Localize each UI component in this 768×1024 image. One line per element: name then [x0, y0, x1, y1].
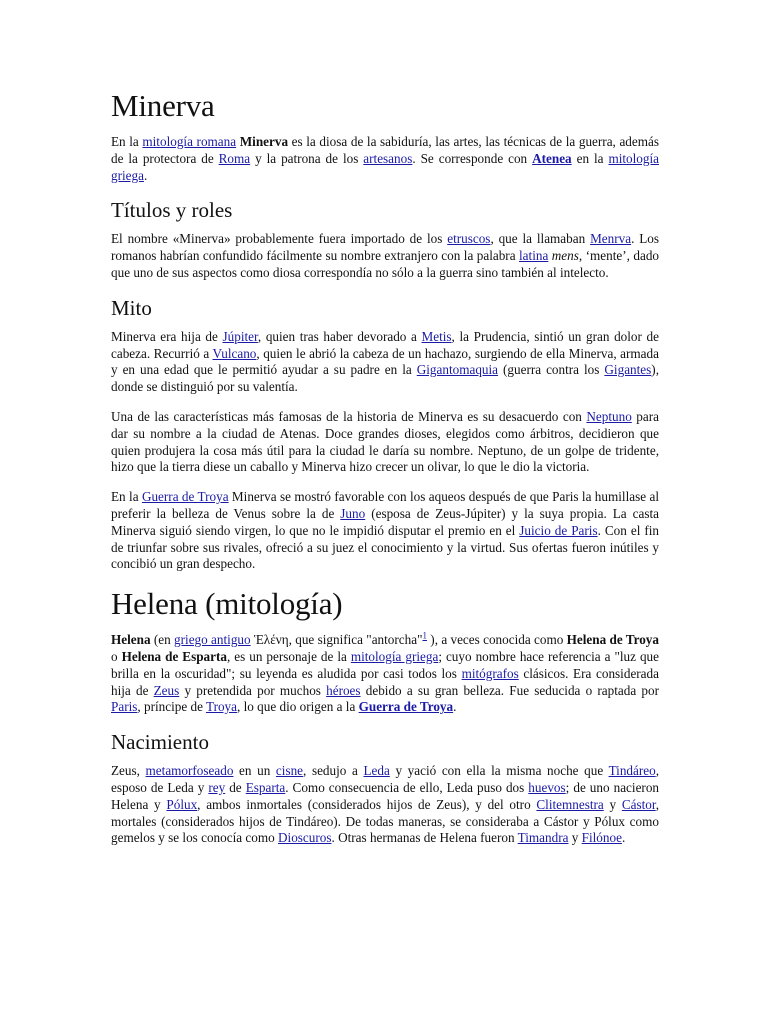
- text-run: Zeus,: [111, 763, 146, 779]
- bold-term: Helena de Troya: [566, 632, 659, 648]
- text-run: (esposa de Zeus-Júpiter) y la suya propia. La casta Minerva siguió siendo virgen, lo que no le impidió disputar el premio en el: [111, 505, 659, 538]
- heading-helena: Helena (mitología): [111, 586, 343, 622]
- bold-term: Helena: [111, 632, 151, 648]
- text-run: en un: [233, 763, 276, 779]
- link-mitologia-griega[interactable]: mitología griega: [111, 150, 660, 183]
- link-esparta[interactable]: Esparta: [245, 779, 286, 795]
- text-run: de: [225, 779, 246, 795]
- text-run: , la Prudencia, sintió un gran dolor de cabeza. Recurrió a: [111, 328, 659, 361]
- bold-term: Helena de Esparta: [121, 648, 227, 664]
- text-run: (en: [150, 632, 175, 648]
- paragraph: [111, 231, 659, 281]
- paragraph: [111, 329, 659, 396]
- section-helena: [111, 586, 659, 716]
- link-1[interactable]: 1: [422, 630, 427, 641]
- heading-mito: Mito: [111, 295, 152, 320]
- text-run: (guerra contra los: [498, 362, 605, 378]
- section-titulos-y-roles: [111, 197, 659, 281]
- text-run: .: [143, 167, 148, 183]
- text-run: , es un personaje de la: [226, 648, 351, 664]
- text-run: . Los romanos habrían confundido fácilmente su nombre extranjero con la palabra: [111, 231, 660, 264]
- heading-titulos-y-roles: Títulos y roles: [111, 198, 233, 223]
- link-leda[interactable]: Leda: [363, 763, 390, 779]
- link-mitologia-griega[interactable]: mitología griega: [350, 648, 439, 664]
- paragraph: [111, 409, 659, 476]
- link-griego-antiguo[interactable]: griego antiguo: [174, 632, 251, 648]
- text-run: y pretendida por muchos: [179, 682, 327, 698]
- text-run: . Como consecuencia de ello, Leda puso dos: [285, 779, 529, 795]
- text-run: en la: [571, 150, 609, 166]
- bold-term: Minerva: [239, 134, 289, 149]
- text-run: y yació con ella la misma noche que: [389, 763, 609, 779]
- text-run: Minerva se mostró favorable con los aqueos después de que Paris la humillase al preferir la belleza de Venus sobre la de: [111, 489, 659, 521]
- text-run: y: [603, 796, 622, 812]
- text-run: para dar su nombre a la ciudad de Atenas. Doce grandes dioses, elegidos como árbitros, decidieron que quien produjera la cosa más útil para la ciudad le daría su nombre. Neptuno, de un golpe de tridente, hizo que la tierra diese un caballo y Minerva hizo crecer un olivar, lo que le dio la victoria.: [111, 408, 660, 475]
- text-run: o: [111, 648, 122, 664]
- link-metamorfoseado[interactable]: metamorfoseado: [145, 763, 234, 779]
- text-run: . Se corresponde con: [412, 150, 533, 166]
- link-roma[interactable]: Roma: [218, 150, 251, 166]
- link-tindareo[interactable]: Tindáreo: [608, 763, 656, 779]
- text-run: es la diosa de la sabiduría, las artes, las técnicas de la guerra, además de la protectora de: [111, 134, 659, 166]
- link-metis[interactable]: Metis: [421, 328, 452, 344]
- link-dioscuros[interactable]: Dioscuros: [278, 830, 332, 846]
- link-castor[interactable]: Cástor: [621, 796, 656, 812]
- paragraph: [111, 763, 659, 847]
- text-run: y: [568, 830, 582, 846]
- link-juno[interactable]: Juno: [340, 505, 366, 521]
- link-latina[interactable]: latina: [519, 248, 549, 264]
- text-run: .: [453, 699, 457, 715]
- text-run: , sedujo a: [303, 763, 364, 779]
- link-jupiter[interactable]: Júpiter: [222, 328, 258, 344]
- link-etruscos[interactable]: etruscos: [447, 231, 491, 247]
- text-run: debido a su gran belleza. Fue seducida o raptada por: [360, 682, 659, 698]
- link-mitologia-romana[interactable]: mitología romana: [142, 134, 237, 149]
- link-guerra-de-troya[interactable]: Guerra de Troya: [141, 489, 229, 505]
- heading-minerva: Minerva: [111, 88, 215, 123]
- text-run: , quien le abrió la cabeza de un hachazo, surgiendo de ella Minerva, armada y en una edad que le permitió ayudar a su padre en la: [111, 345, 659, 378]
- text-run: , ambos inmortales (considerados hijos de Zeus), y del otro: [197, 796, 537, 812]
- link-paris[interactable]: Paris: [111, 699, 138, 715]
- paragraph: [111, 134, 659, 184]
- link-rey[interactable]: rey: [208, 779, 226, 795]
- link-mitografos[interactable]: mitógrafos: [461, 665, 519, 681]
- link-cisne[interactable]: cisne: [275, 763, 304, 779]
- paragraph: [111, 489, 659, 573]
- text-run: En la: [111, 489, 142, 505]
- text-run: . Con el fin de triunfar sobre sus rivales, ofreció a su juez el conocimiento y la virtud. Sus ofertas fueron inútiles y concibió un gran despecho.: [111, 522, 660, 572]
- text-run: ), donde se distinguió por su valentía.: [111, 362, 659, 395]
- link-clitemnestra[interactable]: Clitemnestra: [536, 796, 604, 812]
- link-filonoe[interactable]: Filónoe: [581, 830, 622, 846]
- text-run: Ἑλένη, que significa "antorcha": [250, 632, 423, 648]
- heading-nacimiento: Nacimiento: [111, 730, 209, 755]
- text-run: En la: [111, 134, 143, 149]
- link-polux[interactable]: Pólux: [166, 796, 198, 812]
- link-huevos[interactable]: huevos: [528, 779, 566, 795]
- link-timandra[interactable]: Timandra: [517, 830, 569, 846]
- article-content: [111, 88, 659, 860]
- link-artesanos[interactable]: artesanos: [363, 150, 413, 166]
- text-run: El nombre «Minerva» probablemente fuera importado de los: [111, 231, 448, 247]
- text-run: , príncipe de: [137, 699, 206, 715]
- italic-term: mens: [551, 248, 579, 264]
- text-run: ; de uno nacieron Helena y: [111, 779, 660, 812]
- link-gigantomaquia[interactable]: Gigantomaquia: [416, 362, 499, 378]
- link-zeus[interactable]: Zeus: [153, 682, 180, 698]
- text-run: , esposo de Leda y: [111, 763, 659, 795]
- text-run: , ‘mente’, dado que uno de sus aspectos como diosa correspondía no sólo a la guerra sino también al intelecto.: [111, 248, 660, 280]
- text-run: ; cuyo nombre hace referencia a "luz que brilla en la oscuridad"; su leyenda es aludida por casi todos los: [111, 648, 659, 681]
- text-run: , mortales (considerados hijos de Tindáreo). De todas maneras, se consideraba a Cástor y Pólux como gemelos y se los conocía como: [111, 796, 660, 846]
- text-run: , lo que dio origen a la: [237, 699, 359, 715]
- link-atenea[interactable]: Atenea: [532, 150, 572, 166]
- link-troya[interactable]: Troya: [205, 699, 238, 715]
- link-neptuno[interactable]: Neptuno: [586, 408, 632, 424]
- paragraph: [111, 632, 659, 716]
- link-vulcano[interactable]: Vulcano: [212, 345, 257, 361]
- text-run: Minerva era hija de: [111, 328, 223, 344]
- text-run: , quien tras haber devorado a: [257, 328, 422, 344]
- text-run: clásicos. Era considerada hija de: [111, 665, 659, 698]
- text-run: ), a veces conocida como: [426, 632, 567, 648]
- section-minerva: [111, 88, 659, 184]
- text-run: . Otras hermanas de Helena fueron: [331, 830, 518, 846]
- section-mito: [111, 295, 659, 573]
- text-run: .: [621, 830, 626, 846]
- link-menrva[interactable]: Menrva: [590, 231, 632, 247]
- text-run: Una de las características más famosas de la historia de Minerva es su desacuerdo con: [111, 408, 587, 424]
- text-run: y la patrona de los: [250, 150, 364, 166]
- section-nacimiento: [111, 729, 659, 847]
- link-juicio-de-paris[interactable]: Juicio de Paris: [519, 522, 598, 538]
- link-guerra-de-troya[interactable]: Guerra de Troya: [358, 699, 454, 715]
- link-heroes[interactable]: héroes: [326, 682, 361, 698]
- link-gigantes[interactable]: Gigantes: [604, 362, 652, 378]
- text-run: , que la llamaban: [490, 231, 591, 247]
